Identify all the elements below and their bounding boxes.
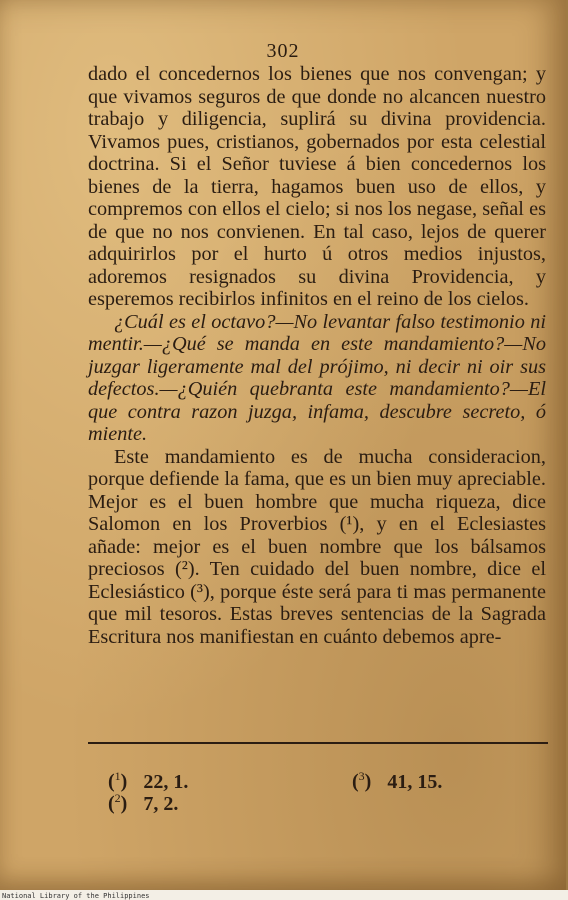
footnote-1-mark: 1 xyxy=(114,769,121,783)
footnote-divider xyxy=(88,742,548,744)
footnote-1: ($^1$) 22, 1. xyxy=(108,769,189,793)
footnote-1-ref: 22, 1. xyxy=(143,770,189,793)
library-credit: National Library of the Philippines xyxy=(2,892,150,900)
paragraph-2-catechism: ¿Cuál es el octavo?—No levantar falso testimonio ni mentir.—¿Qué se manda en este mandamiento?—No juzgar ligeramente mal del prójimo, ni decir ni oir sus defectos.—¿Quién quebranta este mandamiento?—El que contra razon juzga, infama, descubre secreto, ó miente. xyxy=(88,310,546,445)
footnote-3-ref: 41, 15. xyxy=(387,770,443,793)
paragraph-1: dado el concedernos los bienes que nos convengan; y que vivamos seguros de que donde no alcancen nuestro trabajo y diligencia, suplirá su divina providencia. Vivamos pues, cristianos, gobernados por esta celestial doctrina. Si el Señor tuviese á bien concedernos los bienes de la tierra, hagamos buen uso de ellos, y compremos con ellos el cielo; si nos los negase, señal es de que no nos convienen. En tal caso, lejos de querer adquirirlos por el hurto ú otros medios injustos, adoremos resignados su divina Providencia, y esperemos recibirlos infinitos en el reino de los cielos. xyxy=(88,63,546,310)
footnote-3-mark: 3 xyxy=(358,769,365,783)
footnote-2: ($^2$) 7, 2. xyxy=(108,791,179,815)
body-text xyxy=(88,63,546,648)
page-number: 302 xyxy=(266,40,300,62)
footnote-3: ($^3$) 41, 15. xyxy=(352,769,443,793)
footnote-2-ref: 7, 2. xyxy=(143,792,179,815)
footnote-2-mark: 2 xyxy=(114,791,121,805)
paragraph-3: Este mandamiento es de mucha consideracion, porque defiende la fama, que es un bien muy apreciable. Mejor es el buen hombre que mucha riqueza, dice Salomon en los Proverbios (¹), y en el Eclesiastes añade: mejor es el buen nombre que los bálsamos preciosos (²). Ten cuidado del buen nombre, dice el Eclesiástico (³), porque éste será para ti mas permanente que mil tesoros. Estas breves sentencias de la Sagrada Escritura nos manifiestan en cuánto debemos apre- xyxy=(88,445,546,648)
